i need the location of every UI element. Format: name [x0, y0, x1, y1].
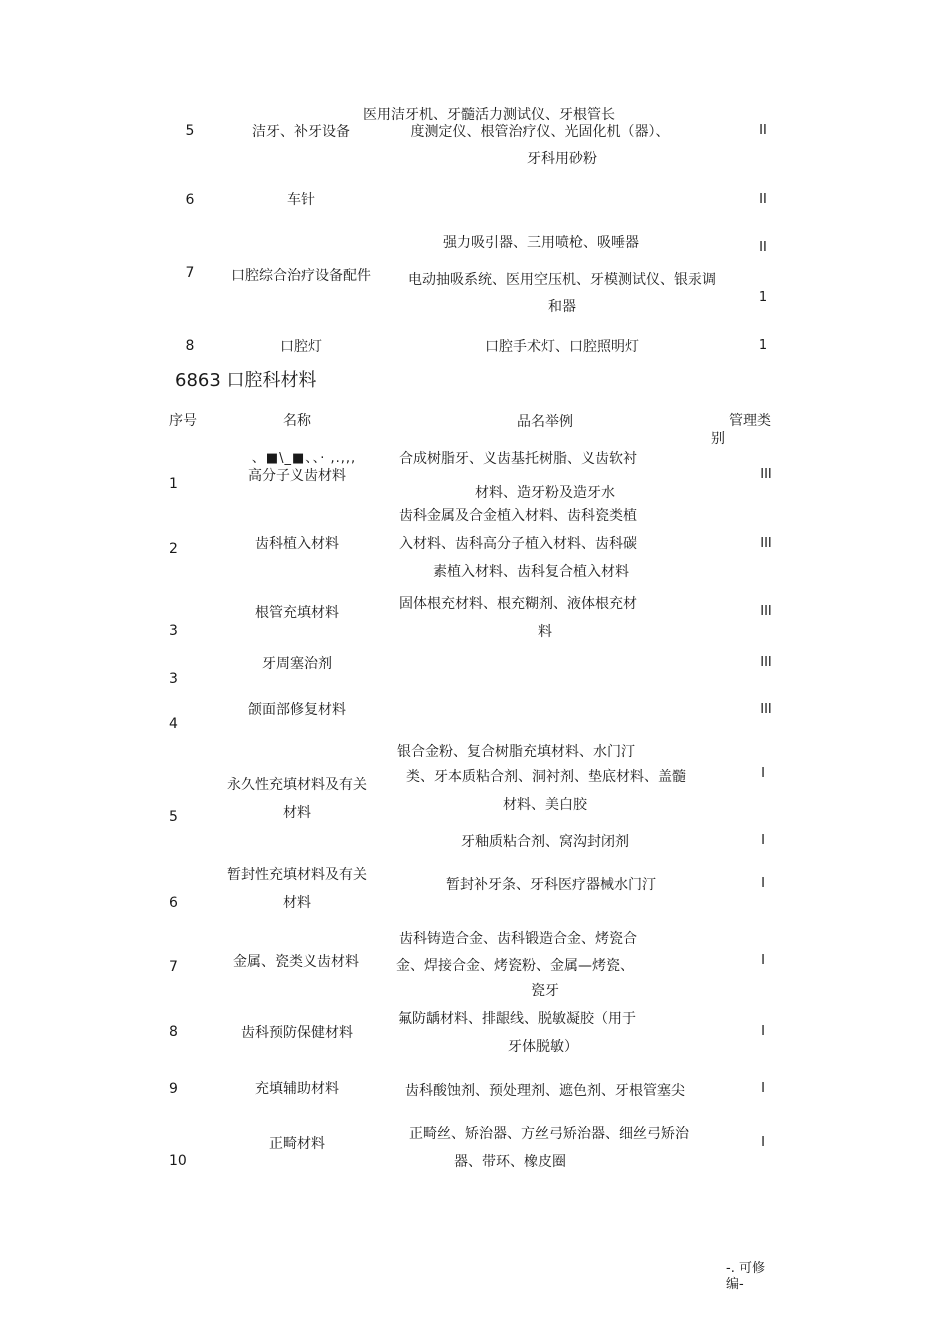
item-name: 正畸材料: [269, 1136, 325, 1152]
item-examples: 材料、造牙粉及造牙水: [475, 485, 615, 501]
management-class: I: [761, 953, 765, 968]
management-class: I: [761, 1135, 765, 1150]
row-number: 6: [169, 895, 178, 911]
management-class: III: [760, 702, 772, 717]
management-class: 1: [758, 290, 768, 305]
row-number: 4: [169, 716, 178, 732]
item-examples: 瓷牙: [531, 983, 559, 999]
item-examples: 入材料、齿科高分子植入材料、齿科碳: [399, 536, 637, 552]
row-number: 7: [169, 959, 178, 975]
row-number: 7: [185, 265, 195, 281]
item-name: 齿科预防保健材料: [241, 1025, 353, 1041]
management-class: III: [760, 467, 772, 482]
item-examples: 口腔手术灯、口腔照明灯: [485, 339, 639, 355]
row-number: 6: [185, 192, 195, 208]
item-name: 洁牙、补牙设备: [252, 124, 350, 140]
item-examples: 固体根充材料、根充糊剂、液体根充材: [399, 596, 637, 612]
item-name: 材料: [283, 895, 311, 911]
management-class: III: [760, 604, 772, 619]
section-title: 6863 口腔科材料: [175, 370, 317, 391]
item-examples: 牙釉质粘合剂、窝沟封闭剂: [461, 834, 629, 850]
row-number: 3: [169, 671, 178, 687]
item-examples: 医用洁牙机、牙髓活力测试仪、牙根管长: [363, 107, 615, 123]
item-examples: 氟防龋材料、排龈线、脱敏凝胶（用于: [398, 1011, 636, 1027]
footer-line-1: -. 可修: [726, 1261, 765, 1276]
item-examples: 素植入材料、齿科复合植入材料: [433, 564, 629, 580]
header-class: 管理类: [729, 413, 771, 429]
item-examples: 暂封补牙条、牙科医疗器械水门汀: [446, 877, 656, 893]
header-examples: 品名举例: [517, 414, 573, 430]
item-examples: 金、焊接合金、烤瓷粉、金属—烤瓷、: [396, 958, 634, 974]
item-examples: 齿科酸蚀剂、预处理剂、遮色剂、牙根管塞尖: [405, 1083, 685, 1099]
row-number: 8: [185, 338, 195, 354]
row-number: 10: [169, 1153, 187, 1169]
item-examples: 和器: [548, 299, 576, 315]
row-number: 3: [169, 623, 178, 639]
item-examples: 合成树脂牙、义齿基托树脂、义齿软衬: [399, 451, 637, 467]
item-examples: 电动抽吸系统、医用空压机、牙模测试仪、银汞调: [408, 272, 716, 288]
item-name: 暂封性充填材料及有关: [227, 867, 367, 883]
item-examples: 齿科金属及合金植入材料、齿科瓷类植: [399, 508, 637, 524]
management-class: I: [761, 1081, 765, 1096]
header-class-suffix: 别: [711, 431, 725, 447]
item-examples: 器、带环、橡皮圈: [454, 1154, 566, 1170]
management-class: I: [761, 766, 765, 781]
item-examples: 牙体脱敏）: [508, 1039, 578, 1055]
item-examples: 类、牙本质粘合剂、洞衬剂、垫底材料、盖髓: [406, 769, 686, 785]
item-examples: 强力吸引器、三用喷枪、吸唾器: [443, 235, 639, 251]
management-class: I: [761, 833, 765, 848]
header-number: 序号: [169, 413, 197, 429]
row-number: 2: [169, 541, 178, 557]
item-examples: 度测定仪、根管治疗仪、光固化机（器）、: [410, 124, 670, 140]
item-name: 车针: [287, 192, 315, 208]
item-name: 高分子义齿材料: [248, 468, 346, 484]
row-number: 5: [185, 123, 195, 139]
item-name: 口腔灯: [280, 339, 322, 355]
item-examples: 齿科铸造合金、齿科锻造合金、烤瓷合: [399, 931, 637, 947]
item-name: 口腔综合治疗设备配件: [231, 268, 371, 284]
management-class: III: [760, 536, 772, 551]
management-class: II: [759, 123, 767, 138]
row-number: 8: [169, 1024, 178, 1040]
item-name: 牙周塞治剂: [262, 656, 332, 672]
management-class: II: [759, 192, 767, 207]
item-name: 颌面部修复材料: [248, 702, 346, 718]
footer-line-2: 编-: [726, 1277, 744, 1292]
item-examples: 银合金粉、复合树脂充填材料、水门汀: [397, 744, 635, 760]
ocr-noise: 、■\_■、、· ,.,,,: [251, 451, 357, 466]
item-name: 金属、瓷类义齿材料: [233, 954, 359, 970]
row-number: 5: [169, 809, 178, 825]
item-examples: 料: [538, 624, 552, 640]
management-class: I: [761, 876, 765, 891]
item-name: 充填辅助材料: [255, 1081, 339, 1097]
management-class: I: [761, 1024, 765, 1039]
item-name: 材料: [283, 805, 311, 821]
item-name: 齿科植入材料: [255, 536, 339, 552]
management-class: II: [759, 240, 767, 255]
item-examples: 正畸丝、矫治器、方丝弓矫治器、细丝弓矫治: [409, 1126, 689, 1142]
management-class: III: [760, 655, 772, 670]
header-name: 名称: [283, 413, 311, 429]
management-class: 1: [758, 338, 768, 353]
item-examples: 材料、美白胶: [503, 797, 587, 813]
row-number: 1: [169, 476, 178, 492]
item-examples: 牙科用砂粉: [527, 151, 597, 167]
item-name: 根管充填材料: [255, 605, 339, 621]
row-number: 9: [169, 1081, 178, 1097]
item-name: 永久性充填材料及有关: [227, 777, 367, 793]
